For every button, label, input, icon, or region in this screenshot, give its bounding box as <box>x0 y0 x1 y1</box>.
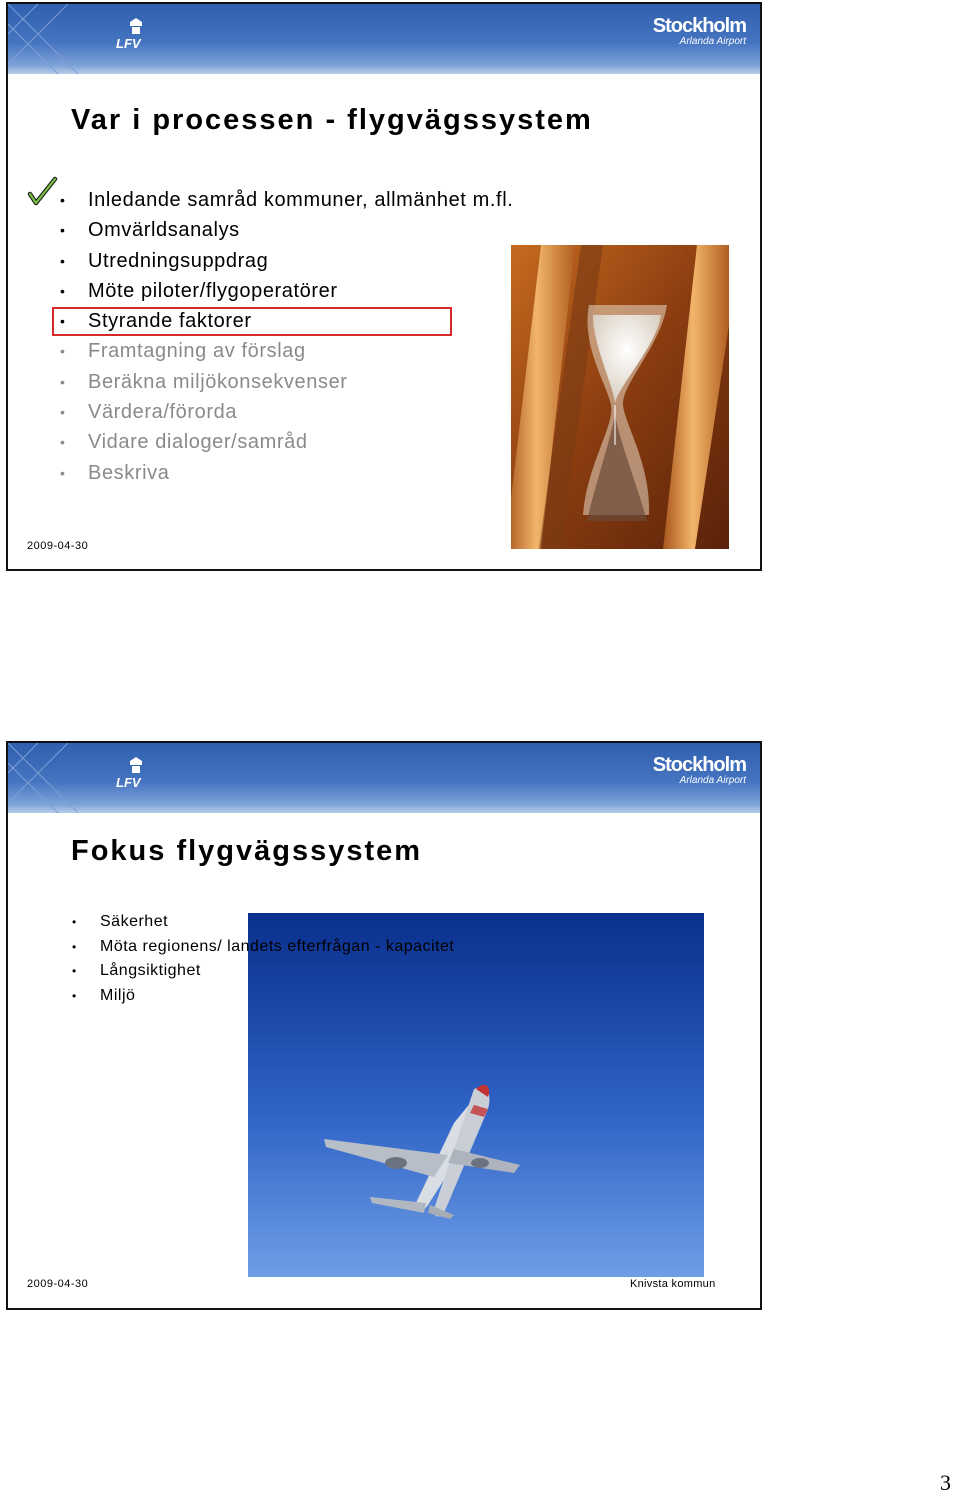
hourglass-photo <box>511 245 729 549</box>
slide-2 <box>6 741 762 1310</box>
process-step-list <box>60 185 514 488</box>
process-step-current: • Styrande faktorer <box>88 306 513 336</box>
bullet-icon: • <box>60 373 66 390</box>
process-step: • Omvärldsanalys <box>88 215 513 245</box>
logo-arlanda-text: Arlanda Airport <box>679 36 746 47</box>
slide-date: 2009-04-30 <box>27 1278 89 1290</box>
focus-list <box>72 910 455 1008</box>
process-step-pending: • Vidare dialoger/samråd <box>88 427 513 457</box>
checkmark-icon <box>26 176 58 208</box>
slide-title: Fokus flygvägssystem <box>71 835 423 867</box>
stockholm-arlanda-logo <box>653 755 746 786</box>
logo-stockholm-text: Stockholm <box>652 754 746 776</box>
process-step-pending: • Beräkna miljökonsekvenser <box>88 367 513 397</box>
focus-item: • Miljö <box>100 984 454 1009</box>
slide-banner <box>8 4 760 74</box>
bullet-icon: • <box>60 404 66 421</box>
process-step-pending: • Framtagning av förslag <box>88 336 513 366</box>
page-number: 3 <box>940 1470 951 1495</box>
lfv-logo <box>112 757 160 791</box>
lfv-logo <box>112 18 160 52</box>
svg-text:LFV: LFV <box>116 775 141 790</box>
bullet-icon: • <box>60 434 66 451</box>
logo-arlanda-text: Arlanda Airport <box>679 775 746 786</box>
focus-item: • Möta regionens/ landets efterfrågan - kapacitet <box>100 935 454 960</box>
focus-item: • Långsiktighet <box>100 959 454 984</box>
slide-banner <box>8 743 760 813</box>
process-step: • Inledande samråd kommuner, allmänhet m.fl. <box>88 185 513 215</box>
bullet-icon: • <box>60 343 66 360</box>
bullet-icon: • <box>60 192 66 208</box>
bullet-icon: • <box>60 252 66 269</box>
bullet-icon: • <box>60 464 66 481</box>
slide-title: Var i processen - flygvägssystem <box>71 104 593 136</box>
process-step: • Utredningsuppdrag <box>88 246 513 276</box>
process-step-pending: • Beskriva <box>88 458 513 488</box>
bullet-icon: • <box>72 988 77 1003</box>
bullet-icon: • <box>60 222 66 239</box>
slide-footer: Knivsta kommun <box>630 1278 716 1290</box>
bullet-icon: • <box>60 282 66 299</box>
bullet-icon: • <box>72 964 77 978</box>
logo-stockholm-text: Stockholm <box>652 15 746 37</box>
process-step: • Möte piloter/flygoperatörer <box>88 276 513 306</box>
slide-date: 2009-04-30 <box>27 540 89 552</box>
stockholm-arlanda-logo <box>653 16 746 47</box>
svg-text:LFV: LFV <box>116 36 141 51</box>
focus-item: • Säkerhet <box>100 910 454 935</box>
bullet-icon: • <box>72 939 77 954</box>
bullet-icon: • <box>72 915 77 929</box>
bullet-icon: • <box>60 313 66 330</box>
slide-1 <box>6 2 762 571</box>
process-step-pending: • Värdera/förorda <box>88 397 513 427</box>
